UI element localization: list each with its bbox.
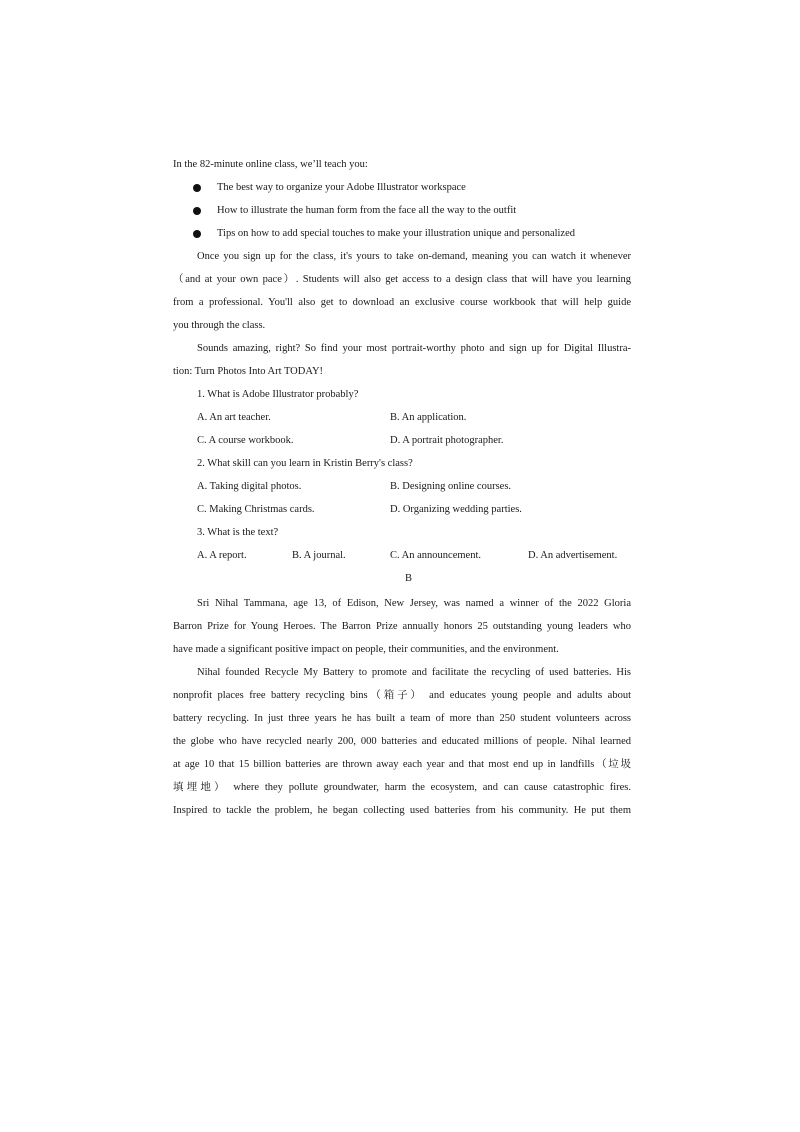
paragraph-line: the globe who have recycled nearly 200, 000 batteries and educated millions of people. Nihal learned — [173, 736, 631, 747]
answer-option: B. Designing online courses. — [390, 481, 512, 492]
answer-option: B. An application. — [390, 412, 467, 423]
bullet-text: How to illustrate the human form from the face all the way to the outfit — [217, 205, 517, 216]
question-stem: 1. What is Adobe Illustrator probably? — [197, 389, 359, 400]
bullet-dot-icon — [193, 184, 201, 192]
answer-option: D. A portrait photographer. — [390, 435, 504, 446]
paragraph-line: at age 10 that 15 billion batteries are thrown away each year and that most end up in landfills（垃圾 — [173, 759, 631, 770]
paragraph-line: Nihal founded Recycle My Battery to promote and facilitate the recycling of used batteries. His — [197, 667, 631, 678]
bullet-text: The best way to organize your Adobe Illustrator workspace — [217, 182, 466, 193]
class-intro-line: In the 82-minute online class, we’ll teach you: — [173, 159, 368, 170]
paragraph-line: Barron Prize for Young Heroes. The Barron Prize annually honors 25 outstanding young leaders who — [173, 621, 631, 632]
paragraph-line: nonprofit places free battery recycling bins（箱子） and educates young people and adults about — [173, 690, 631, 701]
bullet-dot-icon — [193, 230, 201, 238]
answer-option: C. A course workbook. — [197, 435, 294, 446]
section-heading: B — [405, 573, 413, 584]
paragraph-line: Once you sign up for the class, it's yours to take on-demand, meaning you can watch it whenever — [197, 251, 631, 262]
paragraph-line: tion: Turn Photos Into Art TODAY! — [173, 366, 324, 377]
answer-option: A. An art teacher. — [197, 412, 271, 423]
paragraph-line: 填埋地） where they pollute groundwater, harm the ecosystem, and can cause catastrophic fires. — [173, 782, 631, 793]
question-stem: 2. What skill can you learn in Kristin Berry's class? — [197, 458, 413, 469]
bullet-dot-icon — [193, 207, 201, 215]
answer-option: B. A journal. — [292, 550, 346, 561]
paragraph-line: you through the class. — [173, 320, 266, 331]
paragraph-line: （and at your own pace）. Students will also get access to a design class that will have you learning — [173, 274, 631, 285]
question-stem: 3. What is the text? — [197, 527, 279, 538]
paragraph-line: Sounds amazing, right? So find your most portrait-worthy photo and sign up for Digital Illustra- — [197, 343, 631, 354]
paragraph-line: Sri Nihal Tammana, age 13, of Edison, New Jersey, was named a winner of the 2022 Gloria — [197, 598, 631, 609]
answer-option: A. Taking digital photos. — [197, 481, 302, 492]
paragraph-line: have made a significant positive impact on people, their communities, and the environment. — [173, 644, 559, 655]
paragraph-line: Inspired to tackle the problem, he began collecting used batteries from his community. He put them — [173, 805, 631, 816]
answer-option: C. An announcement. — [390, 550, 481, 561]
paragraph-line: battery recycling. In just three years he has built a team of more than 250 student volunteers across — [173, 713, 631, 724]
paragraph-line: from a professional. You'll also get to download an exclusive course workbook that will help guide — [173, 297, 631, 308]
answer-option: D. Organizing wedding parties. — [390, 504, 522, 515]
bullet-text: Tips on how to add special touches to make your illustration unique and personalized — [217, 228, 576, 239]
answer-option: C. Making Christmas cards. — [197, 504, 315, 515]
answer-option: A. A report. — [197, 550, 247, 561]
answer-option: D. An advertisement. — [528, 550, 618, 561]
